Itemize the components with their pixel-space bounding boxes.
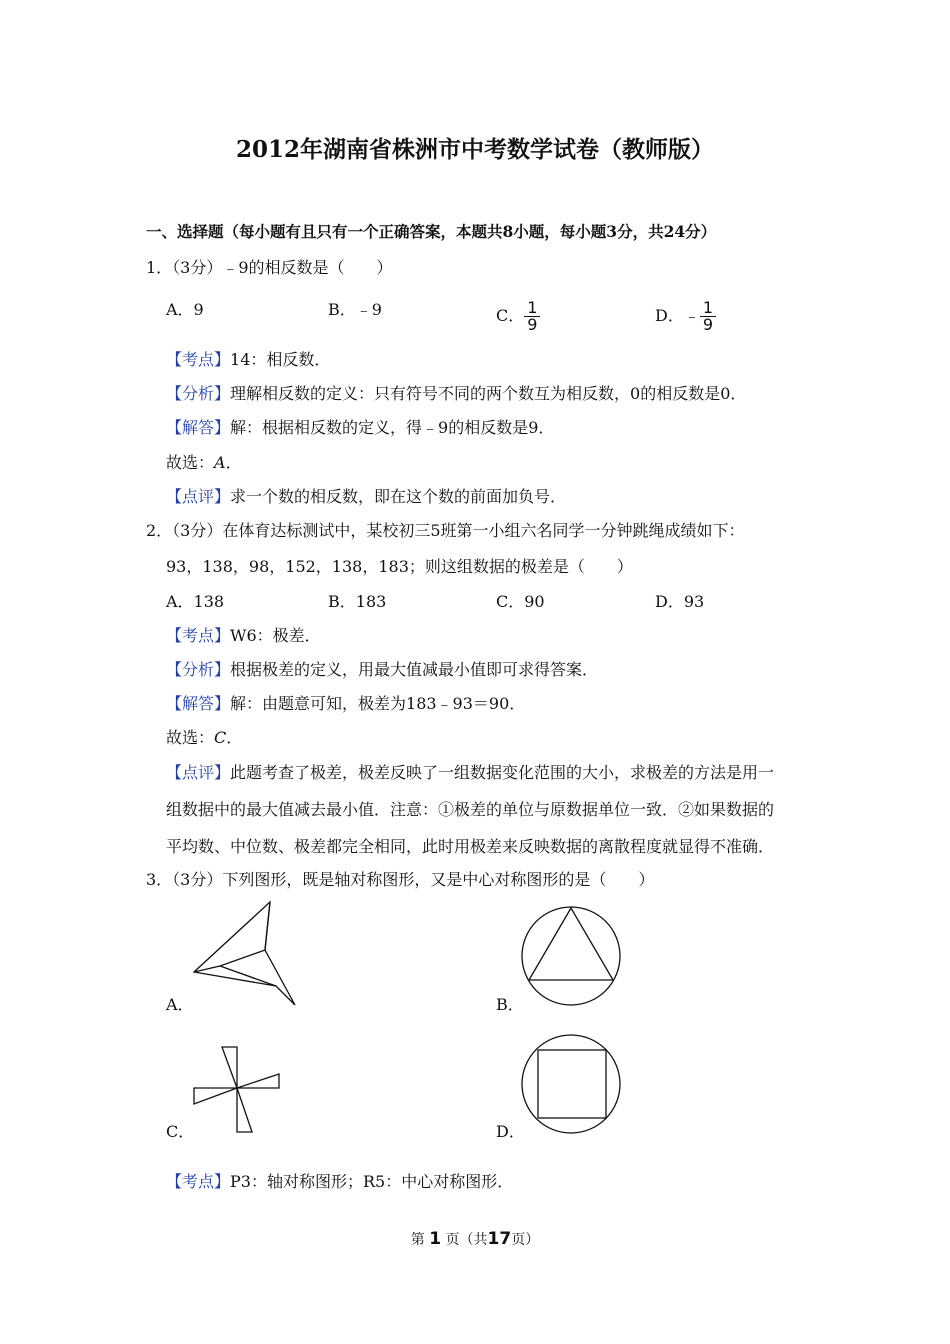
q2-stem-data: 93，138，98，152，138，183；则这组数据的极差是（ ） — [166, 557, 633, 576]
kaodian-tag: 【考点】 — [166, 626, 231, 645]
q1-dianping — [166, 487, 566, 507]
fenxi-tag: 【分析】 — [166, 384, 231, 403]
answer-prefix: 故选： — [166, 453, 215, 472]
kaodian-tag: 【考点】 — [166, 350, 231, 369]
dianping-tag: 【点评】 — [166, 487, 231, 506]
answer-letter: A — [214, 453, 226, 472]
q2-dianping — [166, 763, 774, 783]
fraction-one-ninth — [700, 300, 716, 333]
dianping-tag: 【点评】 — [166, 763, 231, 782]
q3-stem: 3．（3分）下列图形，既是轴对称图形，又是中心对称图形的是（ ） — [146, 870, 655, 889]
q3-option-c: C． — [166, 1122, 195, 1141]
fraction-numerator: 1 — [700, 300, 716, 317]
q2-fenxi — [166, 660, 598, 680]
q3-option-a: A． — [166, 995, 194, 1014]
q3-option-d: D． — [496, 1122, 525, 1141]
answer-suffix: ． — [225, 453, 242, 472]
q1-kaodian — [166, 350, 330, 370]
fraction-denominator: 9 — [702, 315, 714, 334]
q1-option-d — [655, 300, 716, 333]
footer-suffix: 页） — [511, 1232, 540, 1248]
jieda-text: 解：由题意可知，极差为183﹣93＝90． — [230, 694, 526, 713]
jieda-text: 解：根据相反数的定义，得﹣9的相反数是9． — [230, 418, 555, 437]
fenxi-text: 根据极差的定义，用最大值减最小值即可求得答案． — [230, 660, 599, 679]
q1-option-d-label: D． — [655, 306, 684, 325]
q3-kaodian — [166, 1172, 513, 1192]
q1-jieda — [166, 418, 554, 438]
total-page-number: 17 — [487, 1229, 512, 1249]
q2-stem: 2．（3分）在体育达标测试中，某校初三5班第一小组六名同学一分钟跳绳成绩如下： — [146, 521, 745, 540]
dianping-text-line1: 此题考查了极差，极差反映了一组数据变化范围的大小，求极差的方法是用一 — [230, 763, 775, 782]
footer-prefix: 第 — [410, 1232, 425, 1248]
q1-option-b: B．﹣9 — [328, 300, 382, 319]
figure-b-triangle-in-circle — [520, 905, 622, 1007]
answer-suffix: ． — [226, 728, 243, 747]
q2-option-a: A．138 — [166, 592, 225, 611]
q1-option-a: A．9 — [166, 300, 204, 319]
kaodian-text: W6：极差． — [230, 626, 321, 645]
minus-sign: ﹣ — [683, 306, 700, 325]
q2-option-d: D．93 — [655, 592, 705, 611]
figure-a-three-pointed-star — [190, 900, 300, 1010]
page-title: 2012年湖南省株洲市中考数学试卷（教师版） — [235, 136, 714, 163]
dianping-text: 求一个数的相反数，即在这个数的前面加负号． — [230, 487, 567, 506]
fenxi-tag: 【分析】 — [166, 660, 231, 679]
kaodian-tag: 【考点】 — [166, 1172, 231, 1191]
figure-d-square-in-circle — [520, 1033, 622, 1135]
q2-dianping-line3: 平均数、中位数、极差都完全相同，此时用极差来反映数据的离散程度就显得不准确． — [166, 837, 775, 856]
figure-c-pinwheel — [190, 1044, 285, 1139]
q1-answer — [166, 453, 242, 473]
q1-option-c — [496, 300, 540, 333]
fenxi-text: 理解相反数的定义：只有符号不同的两个数互为相反数，0的相反数是0． — [230, 384, 747, 403]
kaodian-text: 14：相反数． — [230, 350, 331, 369]
q1-stem: 1．（3分）﹣9的相反数是（ ） — [146, 258, 393, 277]
q2-option-b: B．183 — [328, 592, 387, 611]
q2-answer — [166, 728, 242, 748]
fraction-denominator: 9 — [527, 315, 538, 334]
kaodian-text: P3：轴对称图形；R5：中心对称图形． — [230, 1172, 514, 1191]
q1-fenxi — [166, 384, 746, 404]
jieda-tag: 【解答】 — [166, 694, 231, 713]
answer-prefix: 故选： — [166, 728, 215, 747]
section-heading: 一、选择题（每小题有且只有一个正确答案，本题共8小题，每小题3分，共24分） — [146, 222, 717, 241]
q2-jieda — [166, 694, 525, 714]
current-page-number: 1 — [429, 1229, 442, 1249]
fraction-numerator: 1 — [524, 300, 540, 317]
q3-option-b: B． — [496, 995, 524, 1014]
q2-option-c: C．90 — [496, 592, 545, 611]
q1-option-c-label: C． — [496, 306, 525, 325]
footer-mid: 页（共 — [445, 1232, 488, 1248]
fraction-one-ninth — [524, 300, 540, 333]
page-footer — [0, 1229, 950, 1250]
q2-kaodian — [166, 626, 321, 646]
q2-dianping-line2: 组数据中的最大值减去最小值．注意：①极差的单位与原数据单位一致．②如果数据的 — [166, 800, 775, 819]
jieda-tag: 【解答】 — [166, 418, 231, 437]
answer-letter: C — [214, 728, 227, 747]
